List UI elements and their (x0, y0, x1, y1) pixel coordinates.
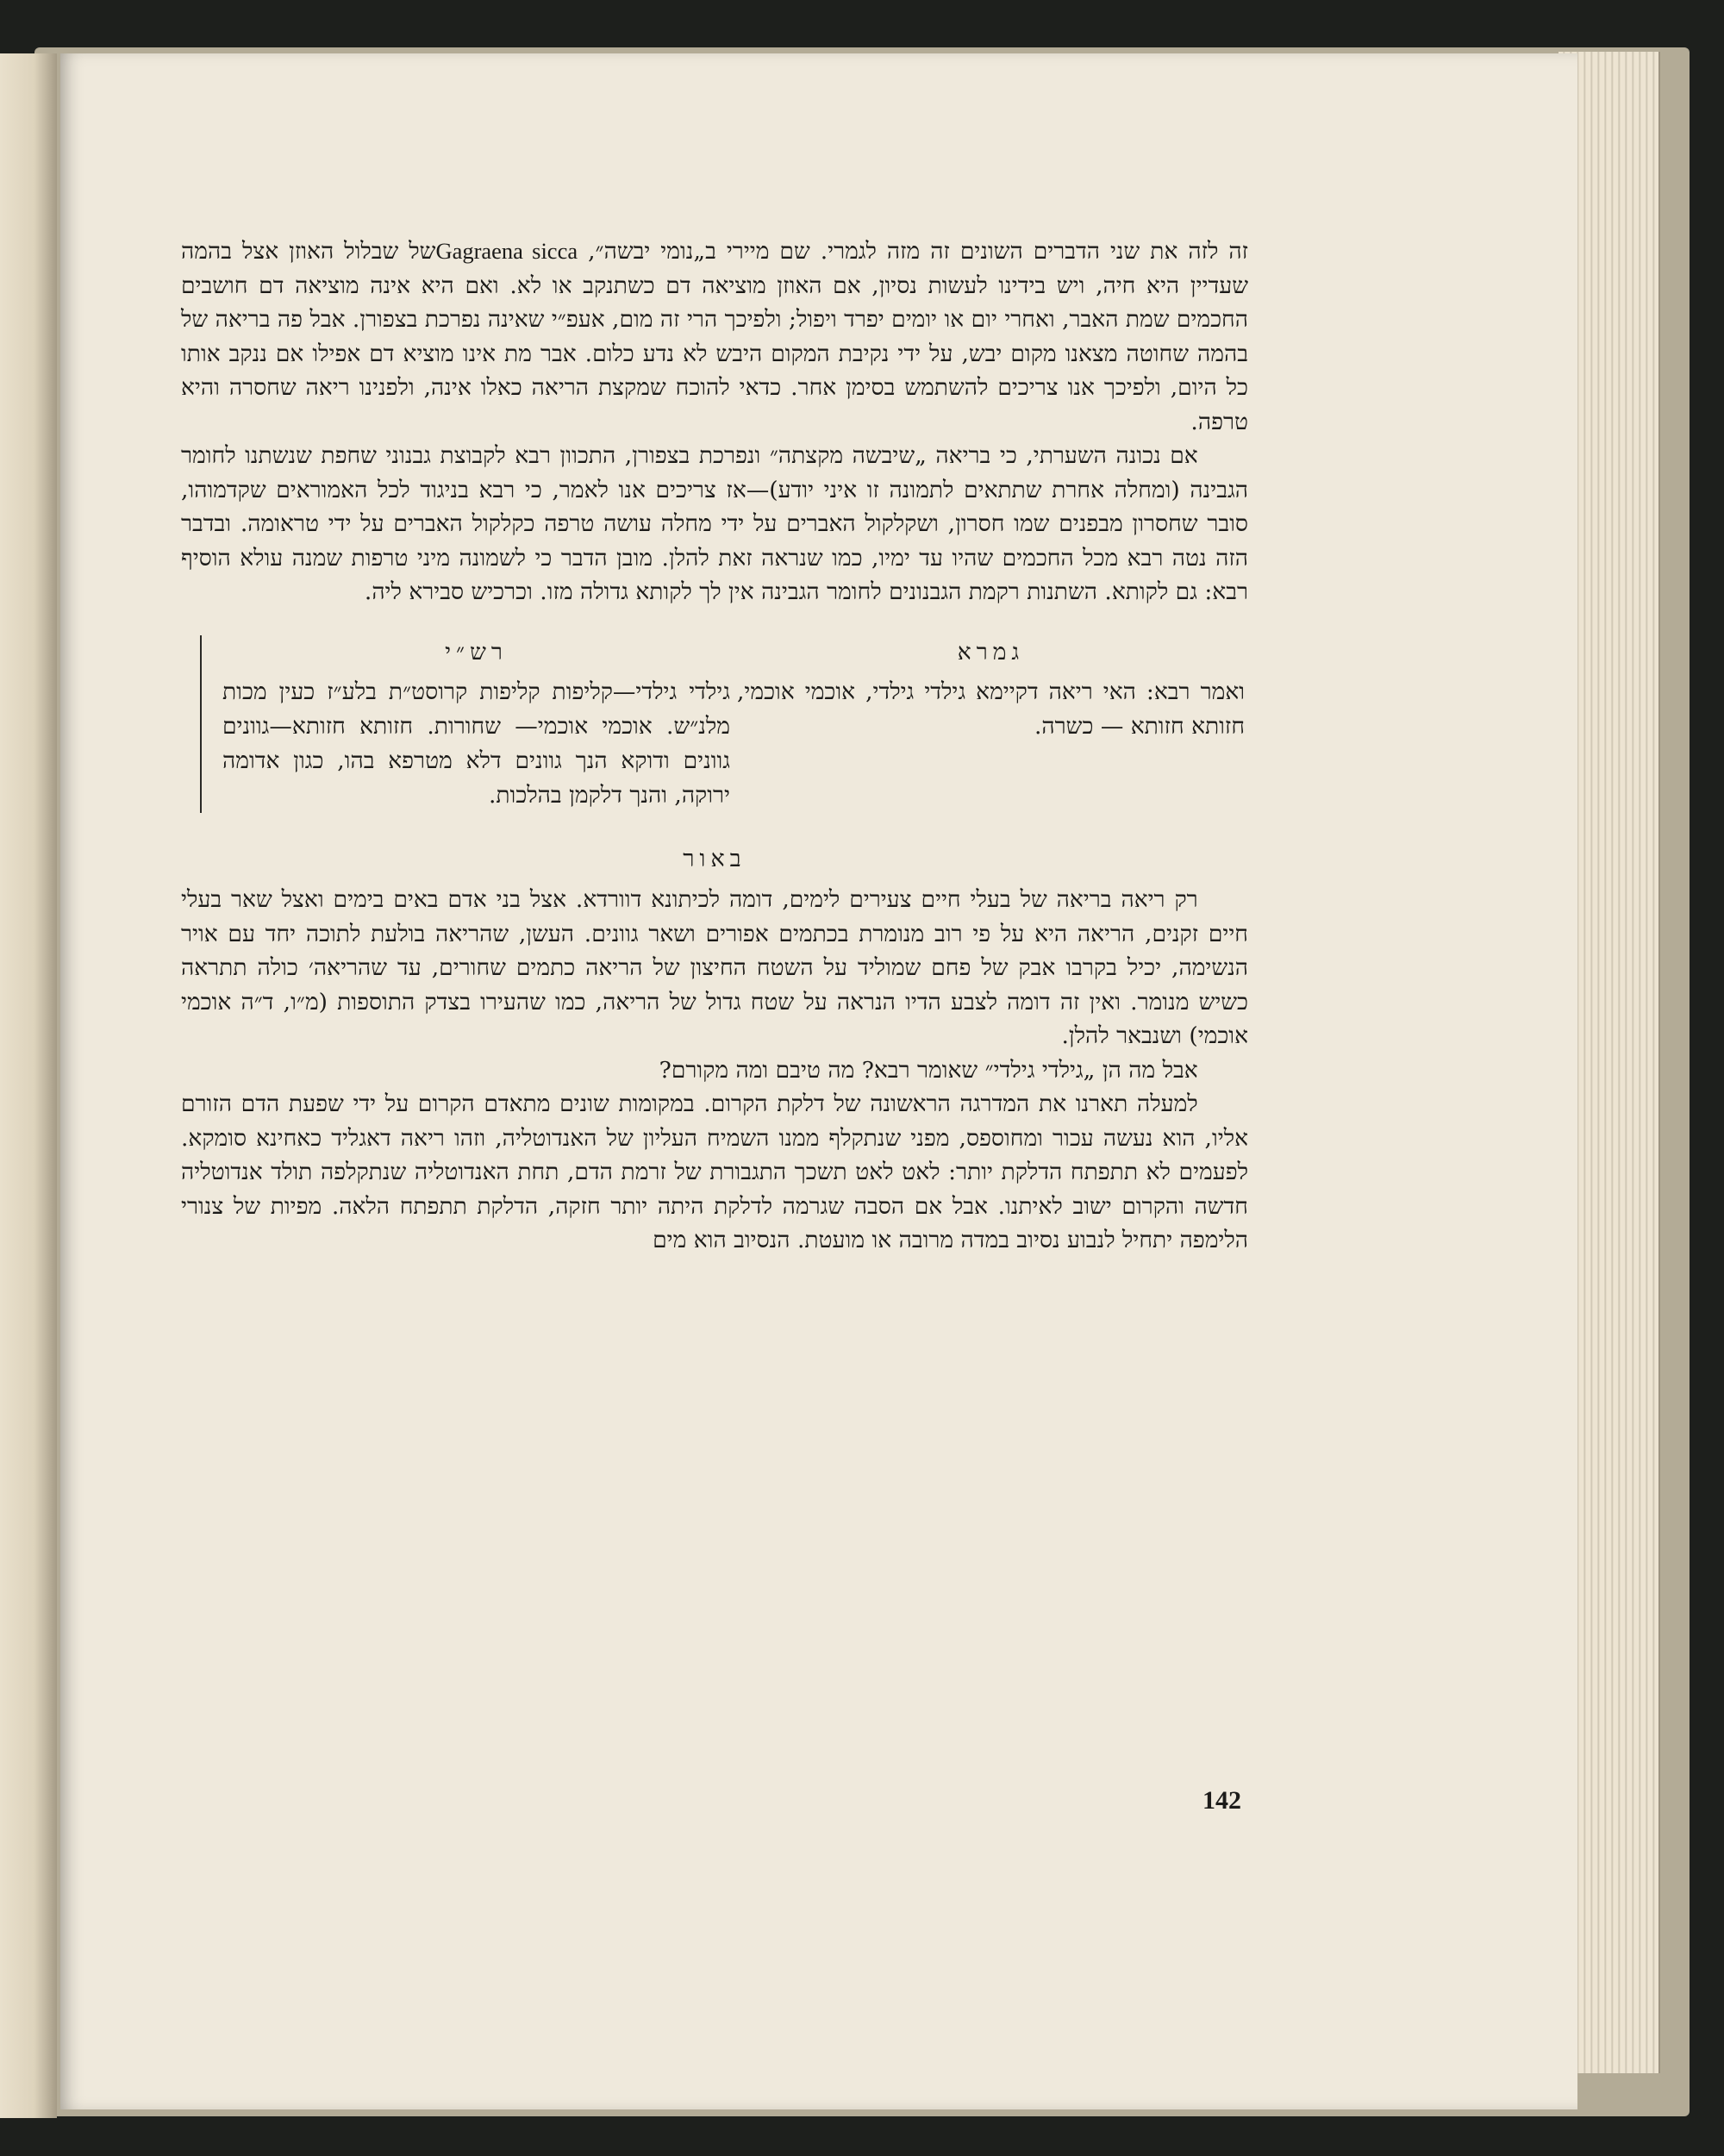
rashi-heading: רש״י (445, 638, 508, 666)
biur-paragraph-2: אבל מה הן „גילדי גילדי״ שאומר רבא? מה טיבם ומה מקורם? (659, 1056, 1198, 1084)
body-paragraph-1: זה לזה את שני הדברים השונים זה מזה לגמרי. שם מיירי ב„נומי יבשה״, Gagraena siccaשל שבלול האוזן אצל בהמה שעדיין היא חיה, ויש בידינו לעשות נסיון, אם האוזן מוציאה דם כשתנקב או לא. ואם היא אינה מוציאה דם חושבים החכמים שמת האבר, ואחרי יום או יומים יפרד ויפול; ולפיכך הרי זה מום, אעפ״י שאינה נפרכת בצפורן. אבל פה בריאה של בהמה שחוטה מצאנו מקום יבש, על ידי נקיבת המקום היבש לא נדע כלום. אבר מת אינו מוציא דם אפילו אם ננקב אותו כל היום, ולפיכך אנו צריכים להשתמש בסימן אחר. כדאי להוכח שמקצת הריאה כאלו אינה, ולפנינו ריאה שחסרה והיא טרפה. (181, 238, 1248, 435)
talmud-columns (181, 635, 1248, 813)
gemara-heading: גמרא (957, 638, 1025, 666)
biur-paragraph-3: למעלה תארנו את המדרגה הראשונה של דלקת הקרום. במקומות שונים מתאדם הקרום על ידי שפעת הדם הזורם אליו, הוא נעשה עכור ומחוספס, מפני שנתקלף ממנו השמיח העליון של האנדוטליה, וזהו ריאה דאגליד כאחינא סומקא. לפעמים לא תתפתח הדלקת יותר: לאט לאט תשכך התגבורת של זרמת הדם, תחת האנדוטליה שנתקלפה תולד אנדוטליה חדשה והקרום ישוב לאיתנו. אבל אם הסבה שגרמה לדלקת היתה יותר חזקה, הדלקת תתפתח הלאה. מפיות של צנורי הלימפה יתחיל לנבוע נסיוב במדה מרובה או מועטת. הנסיוב הוא מים (181, 1090, 1248, 1253)
gemara-column (734, 635, 1248, 813)
biur-paragraph-1: רק ריאה בריאה של בעלי חיים צעירים לימים, דומה לכיתונא דוורדא. אצל בני אדם באים בימים ואצל שאר בעלי חיים זקנים, הריאה היא על פי רוב מנומרת בכתמים אפורים ושאר גוונים. העשן, שהריאה בולעת לתוכה יחד עם אויר הנשימה, יכיל בקרבו אבק של פחם שמוליד על השטח החיצון של הריאה כתמים שחורים, עד שהריאה׳ כולה תתראה כשיש מנומר. ואין זה דומה לצבע הדיו הנראה על שטח גדול של הריאה, כמו שהעירו בצדק התוספות (מ״ו, ד״ה אוכמי אוכמי) ושנבאר להלן. (181, 886, 1248, 1049)
body-paragraph-2: אם נכונה השערתי, כי בריאה „שיבשה מקצתה״ ונפרכת בצפורן, התכוון רבא לקבוצת גבנוני שחפת שנשתנו לחומר הגבינה (ומחלה אחרת שתתאים לתמונה זו איני יודע)—אז צריכים אנו לאמר, כי רבא בניגוד לכל האמוראים שקדמוהו, סובר שחסרון מבפנים שמו חסרון, ושקלקול האברים על ידי מחלה עושה טרפה כקלקול האברים על ידי טראומה. ובדבר הזה נטה רבא מכל החכמים שהיו עד ימיו, כמו שנראה זאת להלן. מובן הדבר כי לשמונה מיני טרפות שמנה עולא הוסיף רבא: גם לקותא. השתנות רקמת הגבנונים לחומר הגבינה אין לך לקותא גדולה מזו. וכרכיש סבירא ליה. (181, 442, 1248, 605)
left-page-edge (0, 53, 57, 2118)
biur-heading: באור (683, 845, 746, 872)
gemara-text: ואמר רבא: האי ריאה דקיימא גילדי גילדי, אוכמי אוכמי, חזותא חזותא — כשרה. (737, 678, 1245, 740)
book-page (60, 53, 1577, 2109)
rashi-column (200, 635, 734, 813)
latin-term: Gagraena sicca (435, 238, 578, 264)
page-number: 142 (1202, 1786, 1241, 1815)
page-content (181, 234, 1248, 1258)
rashi-text: גילדי גילדי—קליפות קליפות קרוסט״ת בלע״ז כעין מכות מלנ״ש. אוכמי אוכמי— שחורות. חזותא חזותא—גוונים גוונים ודוקא הנך גוונים דלא מטרפא בהו, כגון אדומה ירוקה, והנך דלקמן בהלכות. (222, 678, 730, 809)
